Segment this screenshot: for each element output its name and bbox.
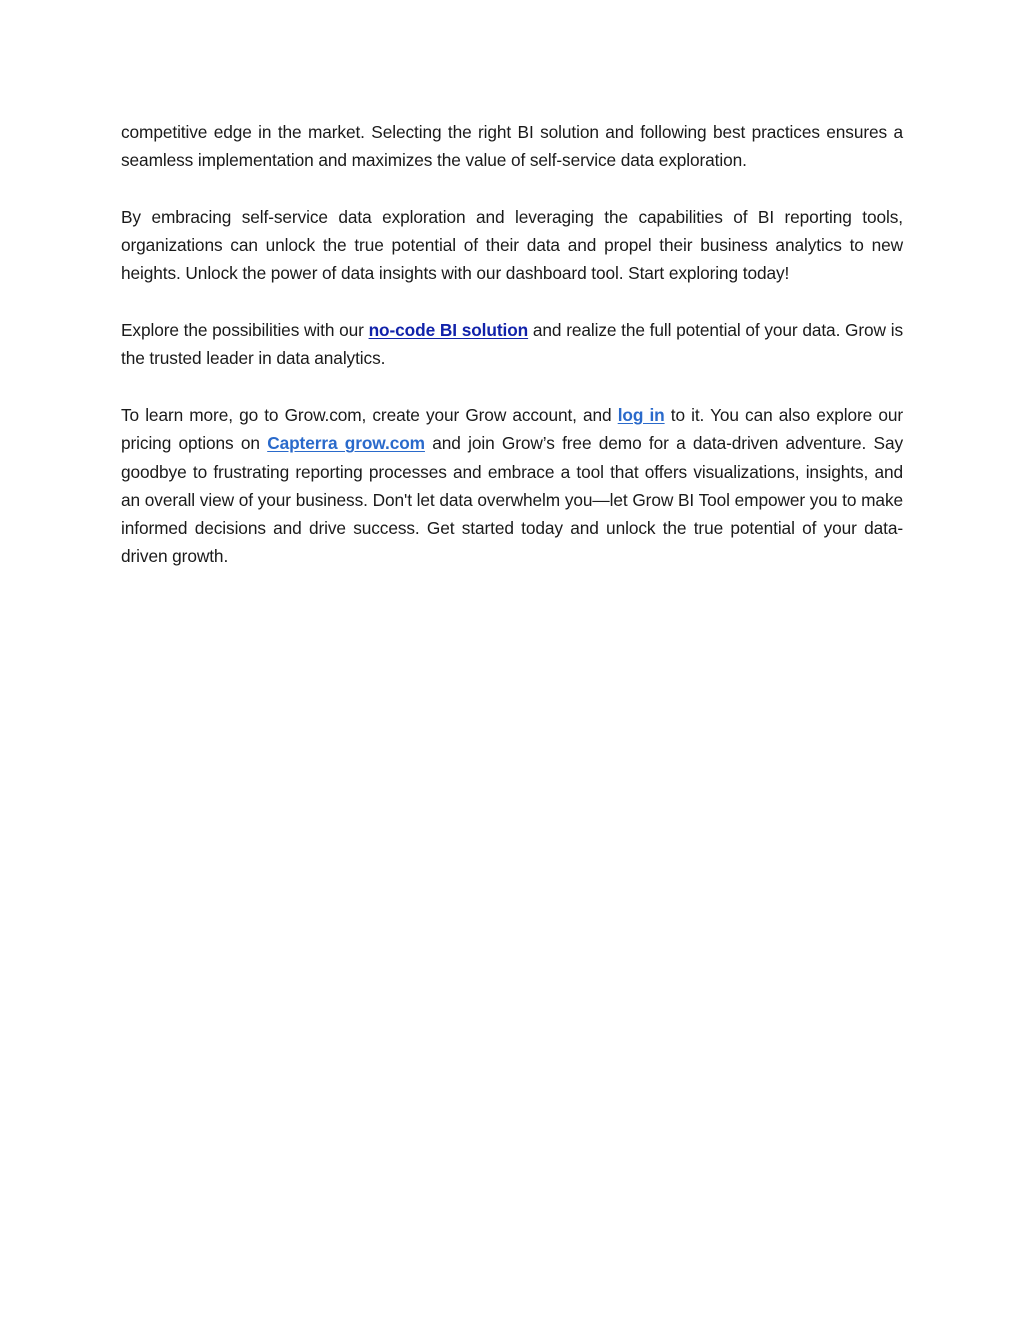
paragraph-text: By embracing self-service data exploration and leveraging the capabilities of BI reporting tools, organizations can unlock the true potential of their data and propel their business analytics to new heights. Unlock the power of data insights with our dashboard tool. Start exploring today! bbox=[121, 206, 903, 284]
paragraph-explore-possibilities bbox=[121, 316, 903, 373]
paragraph-learn-more bbox=[121, 401, 903, 571]
paragraph-text: competitive edge in the market. Selecting the right BI solution and following best practices ensures a seamless implementation and maximizes the value of self-service data exploration. bbox=[121, 122, 903, 171]
no-code-bi-solution-link[interactable]: no-code BI solution bbox=[368, 320, 529, 341]
document-body bbox=[121, 118, 903, 599]
log-in-link[interactable]: log in bbox=[617, 404, 665, 425]
paragraph-bi-solution-summary bbox=[121, 118, 903, 175]
paragraph-text-before: Explore the possibilities with our bbox=[121, 320, 369, 341]
capterra-grow-link[interactable]: Capterra grow.com bbox=[267, 433, 425, 454]
paragraph-text-after: and realize the full potential of your data. Grow is the trusted leader in data analytics. bbox=[121, 320, 903, 369]
paragraph-text-before: To learn more, go to Grow.com, create your Grow account, and bbox=[121, 404, 618, 425]
paragraph-self-service-exploration bbox=[121, 203, 903, 288]
paragraph-text-after: and join Grow’s free demo for a data-driven adventure. Say goodbye to frustrating reporting processes and embrace a tool that offers visualizations, insights, and an overall view of your business. Don't let data overwhelm you—let Grow BI Tool empower you to make informed decisions and drive success. Get started today and unlock the true potential of your data-driven growth. bbox=[121, 433, 903, 567]
paragraph-text-middle: to it. You can also explore our pricing options on bbox=[121, 404, 903, 454]
